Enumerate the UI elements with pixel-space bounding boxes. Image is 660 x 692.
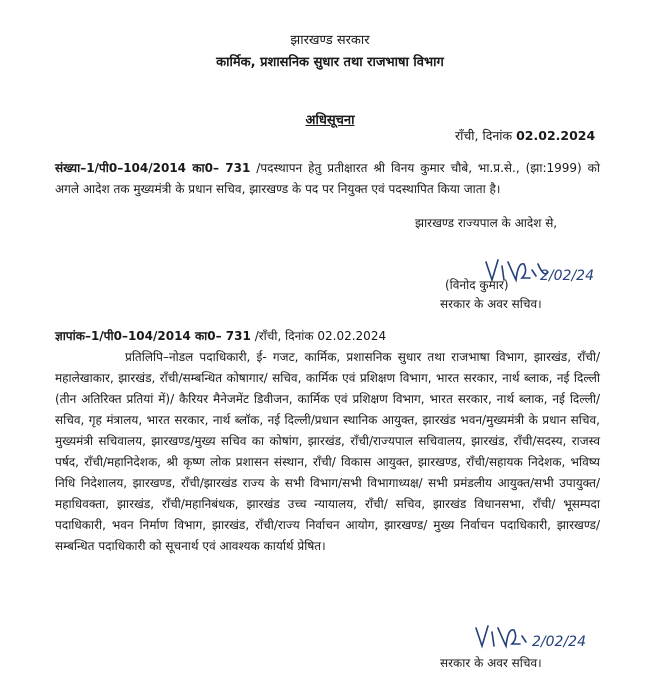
- order-reference: संख्या–1/पी0–104/2014 का0– 731: [55, 161, 251, 175]
- government-name: झारखण्ड सरकार: [290, 33, 370, 48]
- copy-body: प्रतिलिपि–नोडल पदाधिकारी, ई- गजट, कार्मिक, प्रशासनिक सुधार तथा राजभाषा विभाग, झारखंड, राँची/महालेखाकार, झारखंड, राँची/सम्बन्धित कोषागार/ सचिव, कार्मिक एवं प्रशिक्षण विभाग, भारत सरकार, नार्थ ब्लाक, नई दिल्ली (तीन अतिरिक्त प्रतियां में)/ कैरियर मैनेजमेंट डिवीजन, कार्मिक एवं प्रशिक्षण विभाग, भारत सरकार, नार्थ ब्लाक, नई दिल्ली/सचिव, गृह मंत्रालय, भारत सरकार, नार्थ ब्लॉक, नई दिल्ली/प्रधान स्थानिक आयुक्त, झारखंड भवन/मुख्यमंत्री के प्रधान सचिव, मुख्यमंत्री सचिवालय, झारखण्ड/मुख्य सचिव का कोषांग, झारखंड, राँची/राज्यपाल सचिवालय, झारखंड, राँची/सदस्य, राजस्व पर्षद, राँची/महानिदेशक, श्री कृष्ण लोक प्रशासन संस्थान, राँची/ विकास आयुक्त, झारखण्ड, राँची/सहायक निदेशक, भविष्य निधि निदेशालय, झारखण्ड, राँची/झारखंड राज्य के सभी विभाग/सभी विभागाध्यक्ष/ सभी प्रमंडलीय आयुक्त/सभी उपायुक्त/ महाधिवक्ता, झारखंड, राँची/महानिबंधक, झारखंड उच्च न्यायालय, राँची/ सचिव, झारखंड विधानसभा, राँची/ भूसम्पदा पदाधिकारी, भवन निर्माण विभाग, झारखंड, राँची/राज्य निर्वाचन आयोग, झारखण्ड/ मुख्य निर्वाचन पदाधिकारी, झारखण्ड/सम्बन्धित पदाधिकारी को सूचनार्थ एवं आवश्यक कार्यार्थ प्रेषित।: [55, 350, 600, 553]
- signature-date-1: 2/02/24: [540, 268, 594, 284]
- signatory-designation-1: सरकार के अवर सचिव।: [440, 297, 542, 311]
- notice-place-prefix: राँची, दिनांक: [455, 128, 513, 143]
- copy-reference-line: [55, 326, 600, 347]
- copy-reference: ज्ञापांक–1/पी0–104/2014 का0– 731: [55, 329, 251, 343]
- notice-title: [0, 110, 660, 128]
- governor-order-line: झारखण्ड राज्यपाल के आदेश से,: [415, 216, 558, 230]
- signature-date-2: 2/02/24: [532, 634, 586, 650]
- copy-paragraph: [55, 326, 600, 557]
- notice-date: [455, 127, 595, 144]
- copy-place-date: /राँची, दिनांक 02.02.2024: [254, 329, 387, 343]
- notice-title-text: अधिसूचना: [305, 113, 355, 128]
- signatory-designation-2: सरकार के अवर सचिव।: [440, 656, 542, 670]
- order-paragraph: [55, 158, 600, 200]
- department-name: कार्मिक, प्रशासनिक सुधार तथा राजभाषा विभाग: [216, 55, 444, 70]
- order-body: /पदस्थापन हेतु प्रतीक्षारत श्री विनय कुमार चौबे, भा.प्र.से., (झा:1999) को अगले आदेश तक मुख्यमंत्री के प्रधान सचिव, झारखण्ड के पद पर नियुक्त एवं पदस्थापित किया जाता है।: [55, 161, 600, 196]
- signature-mark-2: [470, 620, 600, 656]
- notice-date-value: 02.02.2024: [516, 128, 596, 143]
- signatory-name: (विनोद कुमार): [445, 278, 509, 292]
